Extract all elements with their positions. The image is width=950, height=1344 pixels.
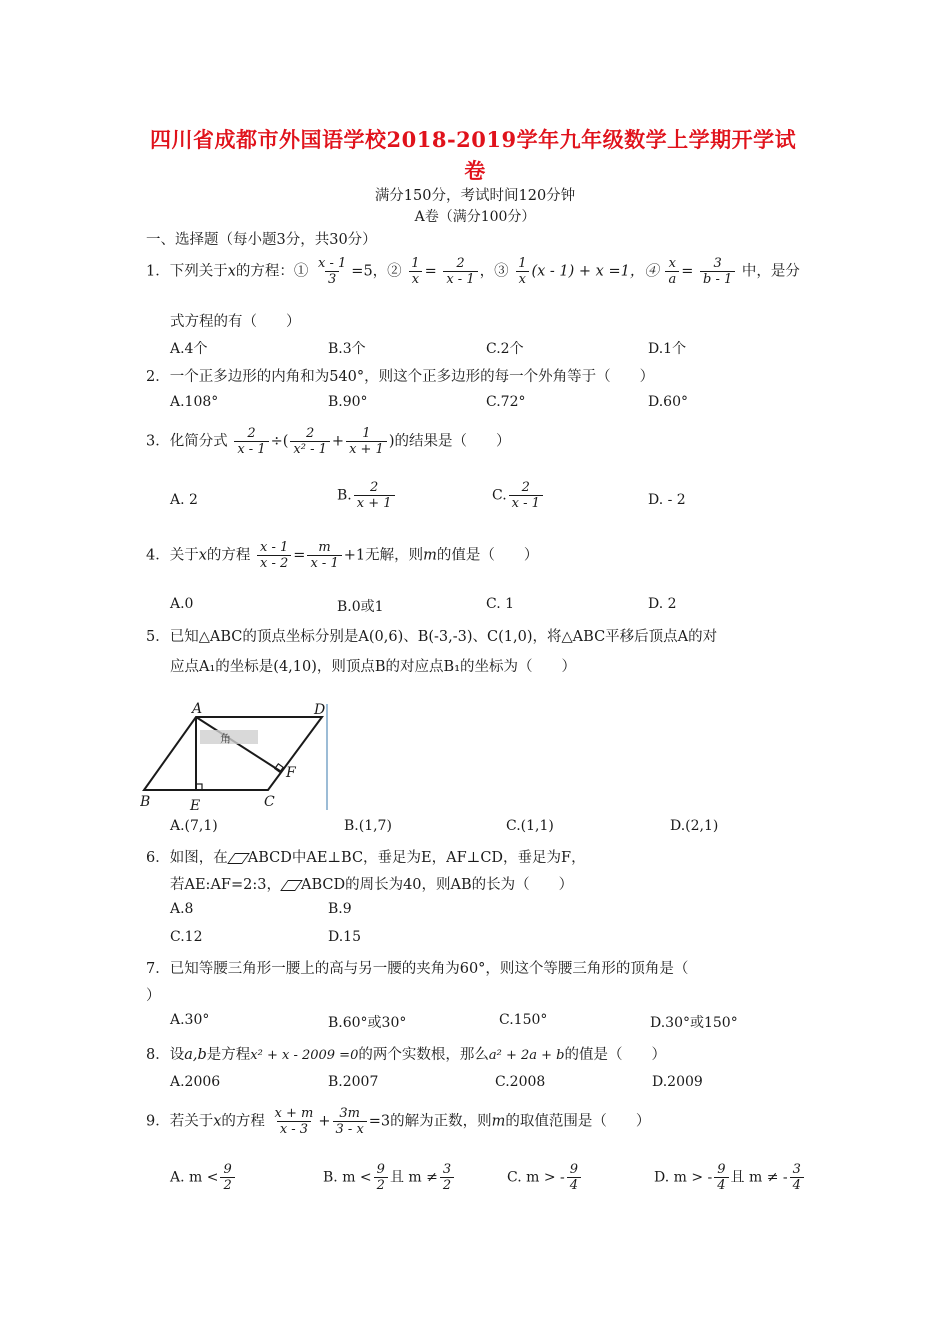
option-d[interactable]: D.15 (328, 929, 361, 945)
option-b[interactable]: B.0或1 (337, 599, 384, 615)
option-b[interactable]: B.(1,7) (344, 818, 392, 834)
fraction: $\frac{9}{4}$ (567, 1162, 581, 1193)
fraction: $\frac{x + m}{x - 3}$ (274, 1106, 314, 1137)
option-b[interactable]: B.3个 (328, 341, 366, 357)
option-b[interactable]: B. $\frac{2}{x + 1}$ (337, 480, 397, 511)
question-1: 1．下列关于x的方程：① $\frac{x - 1}{3}$ =5，② $\frac{1}{x}$ = $\frac{2}{x - 1}$ ，③ $\frac{1}{x}$ (x - 1) + x =1，④ $\frac{x}{a}$ = $\frac{3}{b - 1}$ 中，是分 (146, 256, 800, 287)
fraction: $\frac{2}{x - 1}$ (234, 426, 268, 457)
option-c[interactable]: C.2个 (486, 341, 524, 357)
option-d[interactable]: D.1个 (648, 341, 687, 357)
option-c[interactable]: C.150° (499, 1012, 548, 1028)
fraction: $\frac{3}{b - 1}$ (700, 256, 735, 287)
option-c[interactable]: C.72° (486, 394, 526, 410)
figure-label-c: C (264, 794, 275, 810)
fraction: $\frac{1}{x}$ (408, 256, 422, 287)
fraction: $\frac{3}{2}$ (440, 1162, 454, 1193)
option-c[interactable]: C. m > - $\frac{9}{4}$ (507, 1162, 583, 1193)
page-title-line1: 四川省成都市外国语学校2018-2019学年九年级数学上学期开学试 (150, 127, 797, 152)
question-number: 2． (146, 369, 170, 385)
fraction: $\frac{x}{a}$ (665, 256, 679, 287)
parallelogram-icon (281, 880, 301, 890)
option-b[interactable]: B.9 (328, 901, 352, 917)
question-8: 8．设a,b是方程x² + x - 2009 =0的两个实数根，那么a² + 2a + b的值是（ ） (146, 1047, 666, 1063)
fraction: $\frac{9}{4}$ (714, 1162, 728, 1193)
figure-label-e: E (190, 798, 201, 812)
question-3: 3．化简分式 $\frac{2}{x - 1}$ ÷( $\frac{2}{\text{x² - 1}}$ + $\frac{1}{x + 1}$ )的结果是（ ） (146, 426, 511, 457)
option-c[interactable]: C. $\frac{2}{x - 1}$ (492, 480, 545, 511)
question-4: 4．关于x的方程 $\frac{x - 1}{x - 2}$ = $\frac{m}{x - 1}$ +1无解，则m的值是（ ） (146, 540, 539, 571)
question-6: 6．如图，在 ABCD中AE⊥BC，垂足为E，AF⊥CD，垂足为F， (146, 850, 586, 866)
parallelogram-figure (140, 700, 340, 812)
fraction: $\frac{2}{x + 1}$ (354, 480, 395, 511)
option-d[interactable]: D.60° (648, 394, 688, 410)
question-9: 9．若关于x的方程 $\frac{x + m}{x - 3}$ + $\frac{3m}{3 - x}$ =3的解为正数，则m的取值范围是（ ） (146, 1106, 651, 1137)
question-number: 6． (146, 850, 170, 866)
question-number: 7． (146, 961, 170, 977)
fraction: $\frac{3m}{3 - x}$ (333, 1106, 367, 1137)
option-d[interactable]: D. m > - $\frac{9}{4}$ 且 m ≠ - $\frac{3}{4}$ (654, 1162, 806, 1193)
fraction: $\frac{9}{2}$ (374, 1162, 388, 1193)
option-a[interactable]: A.30° (170, 1012, 210, 1028)
option-a[interactable]: A. 2 (170, 492, 198, 508)
question-number: 3． (146, 433, 170, 450)
figure-label-blur: 角 (220, 732, 231, 745)
option-b[interactable]: B.60°或30° (328, 1015, 407, 1031)
parallelogram-icon (228, 853, 248, 863)
fraction: $\frac{1}{x + 1}$ (346, 426, 387, 457)
option-a[interactable]: A.8 (170, 901, 194, 917)
fraction: $\frac{9}{2}$ (220, 1162, 234, 1193)
page-title-line2: 卷 (464, 158, 486, 183)
question-7-line2: ） (146, 988, 161, 1004)
fraction: $\frac{2}{\text{x² - 1}}$ (290, 426, 329, 457)
option-b[interactable]: B.2007 (328, 1074, 379, 1090)
fraction: $\frac{3}{4}$ (790, 1162, 804, 1193)
option-a[interactable]: A.0 (170, 596, 194, 612)
fraction: $\frac{m}{x - 1}$ (307, 540, 341, 571)
option-c[interactable]: C.(1,1) (506, 818, 554, 834)
figure-label-f: F (286, 765, 296, 781)
fraction: $\frac{1}{x}$ (515, 256, 529, 287)
section-heading: 一、选择题（每小题3分，共30分） (146, 232, 377, 248)
fraction: $\frac{2}{x - 1}$ (443, 256, 477, 287)
option-c[interactable]: C.12 (170, 929, 203, 945)
question-number: 5． (146, 629, 170, 645)
question-number: 1． (146, 263, 170, 280)
option-d[interactable]: D. 2 (648, 596, 677, 612)
figure-label-d: D (314, 702, 326, 718)
question-5-line2: 应点A₁的坐标是(4,10)，则顶点B的对应点B₁的坐标为（ ） (170, 659, 577, 675)
option-a[interactable]: A.108° (170, 394, 219, 410)
option-b[interactable]: B.90° (328, 394, 368, 410)
question-1-line2: 式方程的有（ ） (170, 314, 301, 330)
fraction: $\frac{x - 1}{3}$ (318, 256, 347, 287)
figure-label-a: A (192, 701, 203, 717)
volume-label: A卷（满分100分） (414, 209, 536, 225)
question-7: 7．已知等腰三角形一腰上的高与另一腰的夹角为60°，则这个等腰三角形的顶角是（ (146, 961, 689, 977)
option-d[interactable]: D. - 2 (648, 492, 686, 508)
fraction: $\frac{2}{x - 1}$ (509, 480, 543, 511)
question-6-line2: 若AE:AF=2:3， ABCD的周长为40，则AB的长为（ ） (170, 877, 574, 893)
exam-subtitle: 满分150分，考试时间120分钟 (374, 188, 576, 204)
option-a[interactable]: A.(7,1) (170, 818, 218, 834)
option-d[interactable]: D.2009 (652, 1074, 703, 1090)
option-c[interactable]: C. 1 (486, 596, 515, 612)
question-5: 5．已知△ABC的顶点坐标分别是A(0,6)、B(-3,-3)、C(1,0)，将△ABC平移后顶点A的对 (146, 629, 718, 645)
question-number: 8． (146, 1047, 170, 1063)
option-a[interactable]: A.2006 (170, 1074, 221, 1090)
option-a[interactable]: A.4个 (170, 341, 208, 357)
option-c[interactable]: C.2008 (495, 1074, 546, 1090)
figure-label-b: B (140, 794, 151, 810)
option-b[interactable]: B. m < $\frac{9}{2}$ 且 m ≠ $\frac{3}{2}$ (323, 1162, 456, 1193)
option-d[interactable]: D.30°或150° (650, 1015, 738, 1031)
question-number: 4． (146, 547, 170, 564)
question-2: 2．一个正多边形的内角和为540°，则这个正多边形的每一个外角等于（ ） (146, 369, 655, 385)
fraction: $\frac{x - 1}{x - 2}$ (257, 540, 291, 571)
question-number: 9． (146, 1113, 170, 1130)
option-a[interactable]: A. m < $\frac{9}{2}$ (170, 1162, 237, 1193)
option-d[interactable]: D.(2,1) (670, 818, 719, 834)
